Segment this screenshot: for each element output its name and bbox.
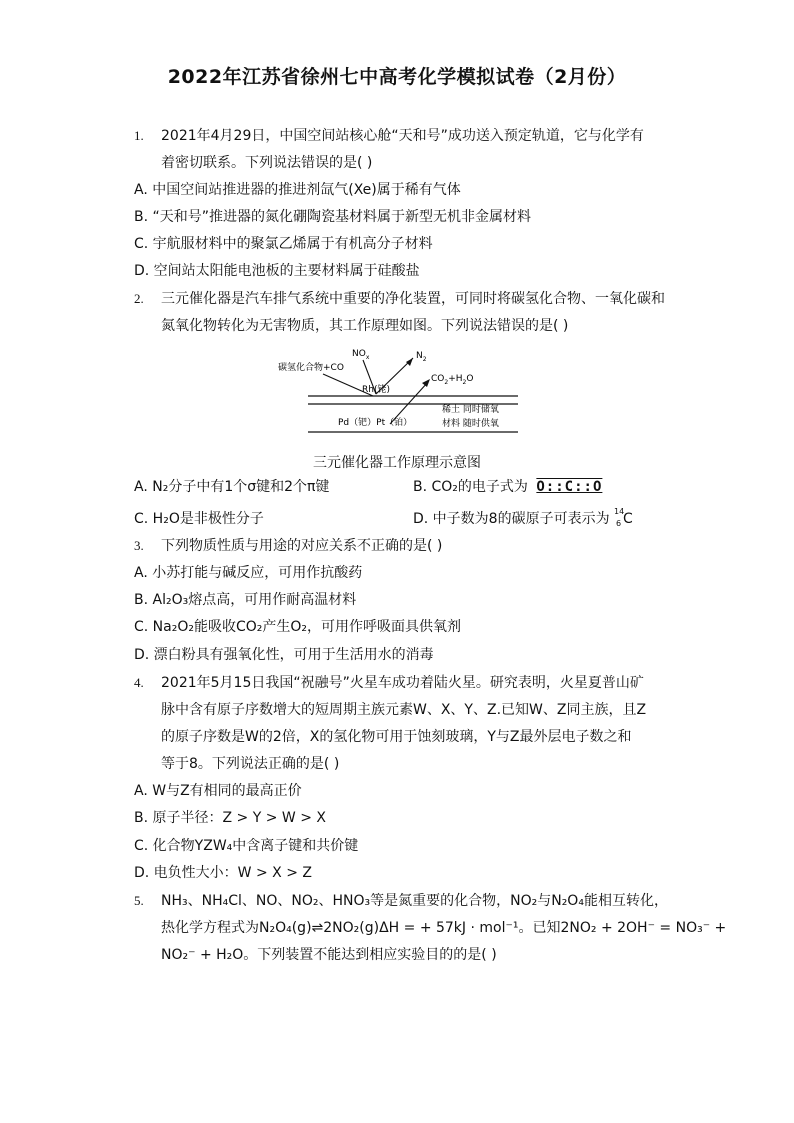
n2-arrow-head	[406, 358, 413, 366]
question-number: 4.	[134, 675, 144, 690]
product-label: $CO_2+H_2O$	[431, 374, 474, 386]
option-a: A. W与Z有相同的最高正价	[134, 783, 302, 799]
catalytic-converter-diagram	[278, 346, 518, 438]
option-c: C. 宇航服材料中的聚氯乙烯属于有机高分子材料	[134, 236, 433, 252]
option-c: C. Na₂O₂能吸收CO₂产生O₂，可用作呼吸面具供氧剂	[134, 619, 462, 635]
question-stem-line: 的原子序数是W的2倍，X的氢化物可用于蚀刻玻璃，Y与Z最外层电子数之和	[161, 729, 632, 745]
option-b: B. CO₂的电子式为 O::C::O	[413, 479, 603, 495]
option-a: A. N₂分子中有1个σ键和2个π键	[134, 479, 330, 495]
option-d: D. 空间站太阳能电池板的主要材料属于硅酸盐	[134, 263, 420, 279]
question-stem-line: 脉中含有原子序数增大的短周期主族元素W、X、Y、Z.已知W、Z同主族，且Z	[161, 702, 647, 718]
product-arrow-head	[422, 379, 430, 387]
option-c: C. 化合物YZW₄中含离子键和共价键	[134, 838, 359, 854]
option-a: A. 中国空间站推进器的推进剂氙气(Xe)属于稀有气体	[134, 182, 461, 198]
question-stem-line: NH₃、NH₄Cl、NO、NO₂、HNO₃等是氮重要的化合物，NO₂与N₂O₄能相互转化，	[161, 893, 668, 909]
option-b: B. “天和号”推进器的氮化硼陶瓷基材料属于新型无机非金属材料	[134, 209, 532, 225]
question-number: 3.	[134, 538, 144, 553]
question-stem-line: 热化学方程式为N₂O₄(g)⇌2NO₂(g)ΔH = + 57kJ · mol⁻¹。已知2NO₂ + 2OH⁻ = NO₃⁻ +	[161, 920, 727, 936]
option-a: A. 小苏打能与碱反应，可用作抗酸药	[134, 565, 363, 581]
option-b: B. 原子半径：Z > Y > W > X	[134, 810, 326, 826]
question-stem-line: NO₂⁻ + H₂O。下列装置不能达到相应实验目的的是( )	[161, 947, 497, 963]
carbon-isotope-notation: 14 6 C	[614, 507, 633, 528]
question-stem-line: 等于8。下列说法正确的是( )	[161, 756, 340, 772]
co2-electron-formula: O::C::O	[536, 479, 603, 495]
pd-pt-label: Pd（钯）Pt（铂）	[338, 418, 413, 428]
material-label: 材料 随时供氧	[442, 419, 499, 429]
question-stem-line: 下列物质性质与用途的对应关系不正确的是( )	[161, 538, 443, 554]
question-number: 1.	[134, 128, 144, 143]
option-d: D. 电负性大小：W > X > Z	[134, 865, 312, 881]
question-stem-line: 2021年4月29日，中国空间站核心舱“天和号”成功送入预定轨道，它与化学有	[161, 128, 644, 144]
question-number: 2.	[134, 291, 144, 306]
diagram-caption: 三元催化器工作原理示意图	[313, 455, 481, 471]
question-stem-line: 着密切联系。下列说法错误的是( )	[161, 155, 373, 171]
question-stem-line: 氮氧化物转化为无害物质，其工作原理如图。下列说法错误的是( )	[161, 318, 569, 334]
nox-label: $NO_x$	[352, 349, 370, 361]
option-d: D. 中子数为8的碳原子可表示为 14 6 C	[413, 509, 636, 529]
option-c: C. H₂O是非极性分子	[134, 511, 264, 527]
rh-label: Rh(铑)	[362, 385, 390, 395]
option-d: D. 漂白粉具有强氧化性，可用于生活用水的消毒	[134, 647, 434, 663]
question-number: 5.	[134, 893, 144, 908]
option-b: B. Al₂O₃熔点高，可用作耐高温材料	[134, 592, 357, 608]
question-stem-line: 三元催化器是汽车排气系统中重要的净化装置，可同时将碳氢化合物、一氧化碳和	[161, 291, 665, 307]
rare-earth-label: 稀土 同时储氧	[442, 405, 499, 415]
n2-label: $N_2$	[416, 351, 427, 363]
reactant-label: 碳氢化合物+CO	[278, 363, 344, 373]
page-title: 2022年江苏省徐州七中高考化学模拟试卷（2月份）	[167, 66, 627, 88]
question-stem-line: 2021年5月15日我国“祝融号”火星车成功着陆火星。研究表明，火星夏普山矿	[161, 675, 644, 691]
